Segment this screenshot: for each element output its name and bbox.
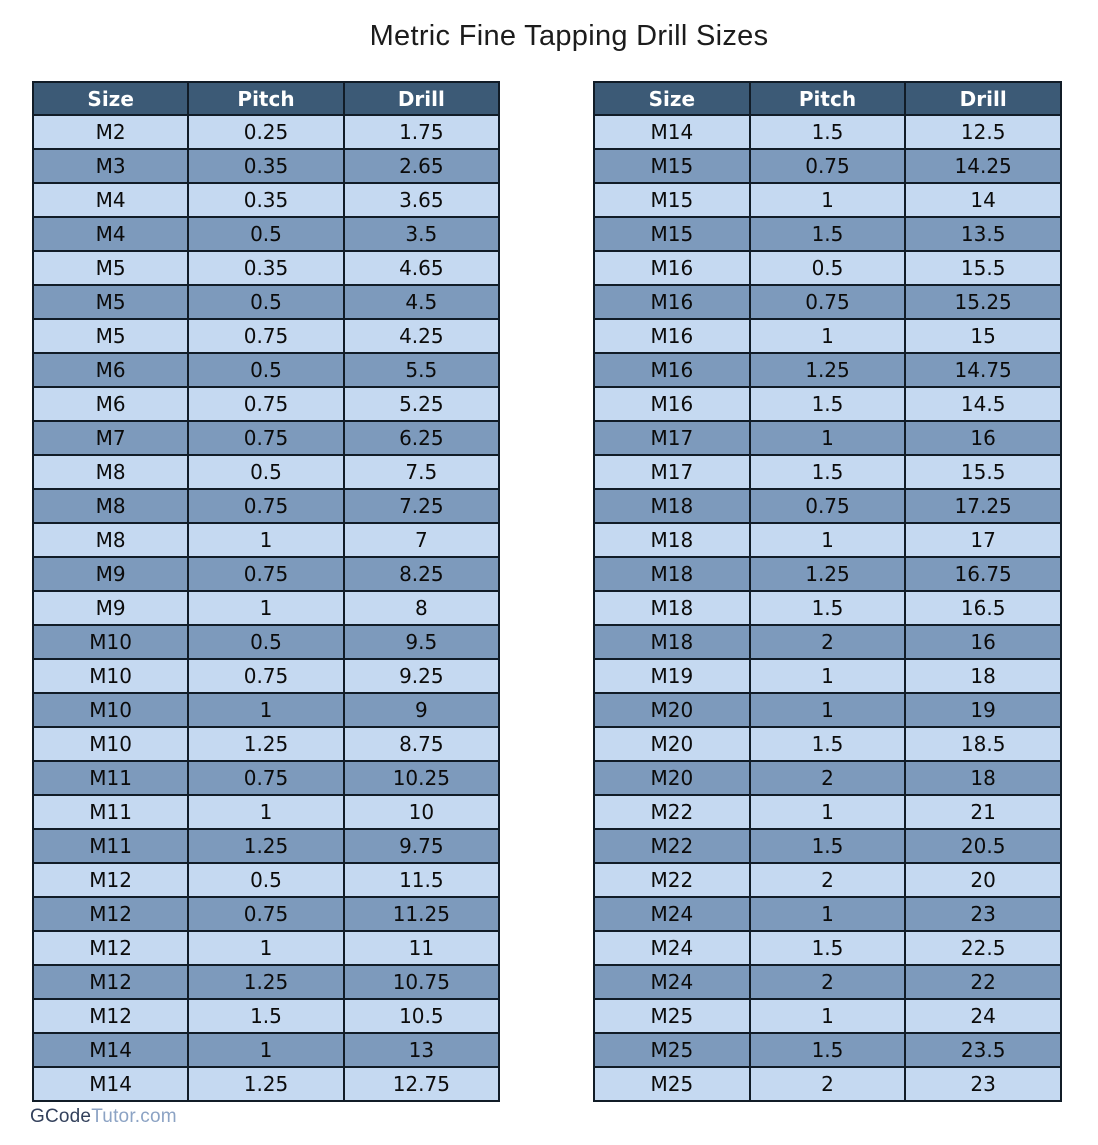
table-cell: 0.75 xyxy=(188,761,343,795)
table-cell: 1.5 xyxy=(750,115,906,149)
table-row xyxy=(594,489,1061,523)
table-row xyxy=(33,149,499,183)
table-row xyxy=(33,659,499,693)
table-cell: M12 xyxy=(33,863,188,897)
table-row xyxy=(33,931,499,965)
table-cell: 4.5 xyxy=(344,285,499,319)
table-cell: 10 xyxy=(344,795,499,829)
table-row xyxy=(594,557,1061,591)
table-cell: 0.75 xyxy=(750,489,906,523)
table-cell: 0.5 xyxy=(188,863,343,897)
table-cell: 1 xyxy=(188,693,343,727)
table-row xyxy=(594,387,1061,421)
table-cell: 0.35 xyxy=(188,183,343,217)
table-row xyxy=(33,727,499,761)
table-cell: 17 xyxy=(905,523,1061,557)
table-cell: 9.5 xyxy=(344,625,499,659)
table-cell: 18 xyxy=(905,659,1061,693)
table-cell: 0.25 xyxy=(188,115,343,149)
table-cell: 2 xyxy=(750,863,906,897)
table-cell: 0.75 xyxy=(188,659,343,693)
table-cell: 1.5 xyxy=(750,829,906,863)
table-row xyxy=(594,795,1061,829)
table-row xyxy=(33,319,499,353)
table-cell: M5 xyxy=(33,251,188,285)
table-cell: 4.65 xyxy=(344,251,499,285)
table-cell: 8 xyxy=(344,591,499,625)
table-row xyxy=(33,795,499,829)
table-cell: 2 xyxy=(750,761,906,795)
table-cell: 9.25 xyxy=(344,659,499,693)
table-cell: 14.25 xyxy=(905,149,1061,183)
table-row xyxy=(33,965,499,999)
table-cell: M22 xyxy=(594,795,750,829)
column-header-pitch: Pitch xyxy=(188,82,343,115)
table-cell: M22 xyxy=(594,829,750,863)
table-cell: M14 xyxy=(594,115,750,149)
table-row xyxy=(594,625,1061,659)
table-cell: 1 xyxy=(750,523,906,557)
table-cell: 1 xyxy=(750,897,906,931)
table-cell: M12 xyxy=(33,965,188,999)
table-cell: 1 xyxy=(750,693,906,727)
table-cell: M22 xyxy=(594,863,750,897)
table-cell: 10.25 xyxy=(344,761,499,795)
table-cell: 0.35 xyxy=(188,149,343,183)
table-cell: M16 xyxy=(594,285,750,319)
table-cell: M14 xyxy=(33,1033,188,1067)
table-cell: M11 xyxy=(33,829,188,863)
table-body xyxy=(33,115,499,1101)
table-cell: 15.5 xyxy=(905,455,1061,489)
table-cell: 1.5 xyxy=(750,727,906,761)
table-cell: 10.75 xyxy=(344,965,499,999)
table-cell: 23.5 xyxy=(905,1033,1061,1067)
table-cell: M11 xyxy=(33,795,188,829)
table-cell: M2 xyxy=(33,115,188,149)
column-header-size: Size xyxy=(33,82,188,115)
table-cell: M18 xyxy=(594,523,750,557)
table-cell: 11.5 xyxy=(344,863,499,897)
table-cell: M17 xyxy=(594,455,750,489)
table-row xyxy=(33,387,499,421)
table-cell: M16 xyxy=(594,353,750,387)
table-cell: 1 xyxy=(750,319,906,353)
table-cell: 20.5 xyxy=(905,829,1061,863)
table-row xyxy=(33,115,499,149)
table-row xyxy=(33,523,499,557)
drill-size-table-left xyxy=(32,81,500,1102)
table-cell: 0.75 xyxy=(188,489,343,523)
table-cell: 0.5 xyxy=(188,625,343,659)
column-header-pitch: Pitch xyxy=(750,82,906,115)
table-cell: 1 xyxy=(750,183,906,217)
table-cell: M6 xyxy=(33,353,188,387)
table-cell: 11 xyxy=(344,931,499,965)
table-cell: M9 xyxy=(33,591,188,625)
table-cell: 10.5 xyxy=(344,999,499,1033)
table-cell: M6 xyxy=(33,387,188,421)
table-cell: M7 xyxy=(33,421,188,455)
table-cell: 0.5 xyxy=(188,353,343,387)
table-cell: M12 xyxy=(33,931,188,965)
table-cell: M10 xyxy=(33,693,188,727)
table-cell: 2 xyxy=(750,965,906,999)
table-cell: M12 xyxy=(33,999,188,1033)
table-cell: 1.25 xyxy=(750,557,906,591)
table-cell: 14 xyxy=(905,183,1061,217)
table-cell: 16.5 xyxy=(905,591,1061,625)
table-row xyxy=(594,761,1061,795)
table-row xyxy=(33,863,499,897)
table-cell: M5 xyxy=(33,319,188,353)
table-cell: M9 xyxy=(33,557,188,591)
table-cell: 7.5 xyxy=(344,455,499,489)
table-cell: 1 xyxy=(750,999,906,1033)
table-cell: M5 xyxy=(33,285,188,319)
table-cell: M11 xyxy=(33,761,188,795)
table-cell: 13 xyxy=(344,1033,499,1067)
table-cell: 5.5 xyxy=(344,353,499,387)
table-cell: M8 xyxy=(33,489,188,523)
table-cell: 1.25 xyxy=(750,353,906,387)
table-cell: 1.5 xyxy=(750,591,906,625)
table-cell: M18 xyxy=(594,557,750,591)
table-cell: 1 xyxy=(750,659,906,693)
table-cell: 8.75 xyxy=(344,727,499,761)
table-cell: 1 xyxy=(188,931,343,965)
header-row xyxy=(594,82,1061,115)
table-row xyxy=(33,625,499,659)
table-cell: 15 xyxy=(905,319,1061,353)
table-row xyxy=(33,897,499,931)
table-cell: 1 xyxy=(750,795,906,829)
table-cell: 0.5 xyxy=(188,285,343,319)
table-row xyxy=(594,217,1061,251)
table-cell: M25 xyxy=(594,1033,750,1067)
table-row xyxy=(594,863,1061,897)
table-cell: 1 xyxy=(188,523,343,557)
table-cell: 4.25 xyxy=(344,319,499,353)
table-cell: 0.75 xyxy=(750,285,906,319)
table-row xyxy=(33,761,499,795)
table-cell: M18 xyxy=(594,489,750,523)
table-row xyxy=(33,285,499,319)
table-cell: 0.75 xyxy=(188,319,343,353)
table-cell: 1 xyxy=(750,421,906,455)
table-cell: 1.5 xyxy=(750,387,906,421)
table-cell: M20 xyxy=(594,727,750,761)
table-cell: 0.75 xyxy=(188,421,343,455)
table-cell: 14.5 xyxy=(905,387,1061,421)
drill-size-table-right xyxy=(593,81,1062,1102)
table-row xyxy=(594,965,1061,999)
table-row xyxy=(594,591,1061,625)
table-cell: 1.25 xyxy=(188,1067,343,1101)
table-cell: 1.5 xyxy=(750,931,906,965)
table-cell: M16 xyxy=(594,251,750,285)
table-cell: 6.25 xyxy=(344,421,499,455)
table-row xyxy=(33,591,499,625)
table-cell: M24 xyxy=(594,965,750,999)
table-cell: 0.5 xyxy=(750,251,906,285)
table-cell: 8.25 xyxy=(344,557,499,591)
table-cell: 11.25 xyxy=(344,897,499,931)
table-cell: M19 xyxy=(594,659,750,693)
table-cell: M25 xyxy=(594,1067,750,1101)
table-cell: M16 xyxy=(594,387,750,421)
table-cell: 1 xyxy=(188,795,343,829)
brand-name-primary: GCode xyxy=(30,1106,92,1127)
table-cell: M16 xyxy=(594,319,750,353)
table-row xyxy=(594,523,1061,557)
table-cell: 0.75 xyxy=(750,149,906,183)
table-cell: 17.25 xyxy=(905,489,1061,523)
table-row xyxy=(594,455,1061,489)
table-cell: 1.5 xyxy=(750,217,906,251)
table-row xyxy=(33,353,499,387)
table-row xyxy=(33,251,499,285)
table-cell: 2.65 xyxy=(344,149,499,183)
table-cell: 14.75 xyxy=(905,353,1061,387)
table-cell: M14 xyxy=(33,1067,188,1101)
table-cell: 1.25 xyxy=(188,829,343,863)
header-row xyxy=(33,82,499,115)
table-cell: M17 xyxy=(594,421,750,455)
table-row xyxy=(594,319,1061,353)
table-cell: M15 xyxy=(594,183,750,217)
table-cell: M24 xyxy=(594,897,750,931)
table-row xyxy=(594,353,1061,387)
table-cell: 1.75 xyxy=(344,115,499,149)
table-cell: M10 xyxy=(33,727,188,761)
table-cell: 15.5 xyxy=(905,251,1061,285)
table-cell: 1.5 xyxy=(750,455,906,489)
table-cell: M8 xyxy=(33,523,188,557)
table-row xyxy=(594,727,1061,761)
table-cell: 0.5 xyxy=(188,455,343,489)
table-row xyxy=(594,897,1061,931)
table-cell: M15 xyxy=(594,217,750,251)
table-cell: 12.75 xyxy=(344,1067,499,1101)
table-header xyxy=(33,82,499,115)
table-cell: 3.65 xyxy=(344,183,499,217)
table-cell: 21 xyxy=(905,795,1061,829)
table-cell: 5.25 xyxy=(344,387,499,421)
table-row xyxy=(594,421,1061,455)
table-cell: M4 xyxy=(33,217,188,251)
table-cell: 0.75 xyxy=(188,897,343,931)
table-row xyxy=(33,999,499,1033)
table-cell: 23 xyxy=(905,897,1061,931)
column-header-size: Size xyxy=(594,82,750,115)
table-cell: 22.5 xyxy=(905,931,1061,965)
table-cell: 19 xyxy=(905,693,1061,727)
table-cell: 24 xyxy=(905,999,1061,1033)
table-cell: 0.75 xyxy=(188,387,343,421)
table-cell: 1.5 xyxy=(750,1033,906,1067)
page-title: Metric Fine Tapping Drill Sizes xyxy=(369,20,769,52)
table-row xyxy=(33,183,499,217)
brand-name-secondary: Tutor.com xyxy=(91,1106,177,1127)
table-cell: M24 xyxy=(594,931,750,965)
table-cell: M3 xyxy=(33,149,188,183)
table-cell: 3.5 xyxy=(344,217,499,251)
table-cell: 1 xyxy=(188,591,343,625)
table-cell: M12 xyxy=(33,897,188,931)
table-cell: 18 xyxy=(905,761,1061,795)
table-cell: 9 xyxy=(344,693,499,727)
table-cell: 16.75 xyxy=(905,557,1061,591)
table-cell: M8 xyxy=(33,455,188,489)
table-row xyxy=(33,217,499,251)
table-row xyxy=(594,1033,1061,1067)
table-row xyxy=(594,115,1061,149)
table-row xyxy=(594,1067,1061,1101)
table-row xyxy=(33,455,499,489)
table-cell: 1.5 xyxy=(188,999,343,1033)
table-cell: 7 xyxy=(344,523,499,557)
table-cell: 1.25 xyxy=(188,965,343,999)
column-header-drill: Drill xyxy=(344,82,499,115)
table-cell: M15 xyxy=(594,149,750,183)
table-cell: 9.75 xyxy=(344,829,499,863)
table-cell: M18 xyxy=(594,625,750,659)
table-cell: 12.5 xyxy=(905,115,1061,149)
table-row xyxy=(33,557,499,591)
table-row xyxy=(594,285,1061,319)
table-cell: 20 xyxy=(905,863,1061,897)
table-cell: 16 xyxy=(905,625,1061,659)
table-row xyxy=(33,489,499,523)
table-row xyxy=(33,1033,499,1067)
table-row xyxy=(594,183,1061,217)
table-body xyxy=(594,115,1061,1101)
table-row xyxy=(33,1067,499,1101)
table-cell: 2 xyxy=(750,1067,906,1101)
table-cell: 0.5 xyxy=(188,217,343,251)
table-header xyxy=(594,82,1061,115)
table-row xyxy=(594,829,1061,863)
table-cell: 16 xyxy=(905,421,1061,455)
table-cell: M20 xyxy=(594,761,750,795)
table-cell: 7.25 xyxy=(344,489,499,523)
table-row xyxy=(594,931,1061,965)
table-cell: M10 xyxy=(33,625,188,659)
table-cell: 1 xyxy=(188,1033,343,1067)
table-cell: 22 xyxy=(905,965,1061,999)
table-row xyxy=(594,251,1061,285)
table-cell: 0.75 xyxy=(188,557,343,591)
table-cell: 0.35 xyxy=(188,251,343,285)
site-watermark xyxy=(30,1106,177,1128)
table-cell: 1.25 xyxy=(188,727,343,761)
table-cell: M20 xyxy=(594,693,750,727)
table-cell: 18.5 xyxy=(905,727,1061,761)
table-cell: M25 xyxy=(594,999,750,1033)
table-row xyxy=(33,421,499,455)
table-cell: M10 xyxy=(33,659,188,693)
table-row xyxy=(33,693,499,727)
table-row xyxy=(594,693,1061,727)
table-row xyxy=(594,659,1061,693)
column-header-drill: Drill xyxy=(905,82,1061,115)
table-row xyxy=(594,999,1061,1033)
table-cell: M4 xyxy=(33,183,188,217)
table-cell: M18 xyxy=(594,591,750,625)
table-cell: 13.5 xyxy=(905,217,1061,251)
table-row xyxy=(33,829,499,863)
table-cell: 15.25 xyxy=(905,285,1061,319)
table-row xyxy=(594,149,1061,183)
table-cell: 2 xyxy=(750,625,906,659)
table-cell: 23 xyxy=(905,1067,1061,1101)
